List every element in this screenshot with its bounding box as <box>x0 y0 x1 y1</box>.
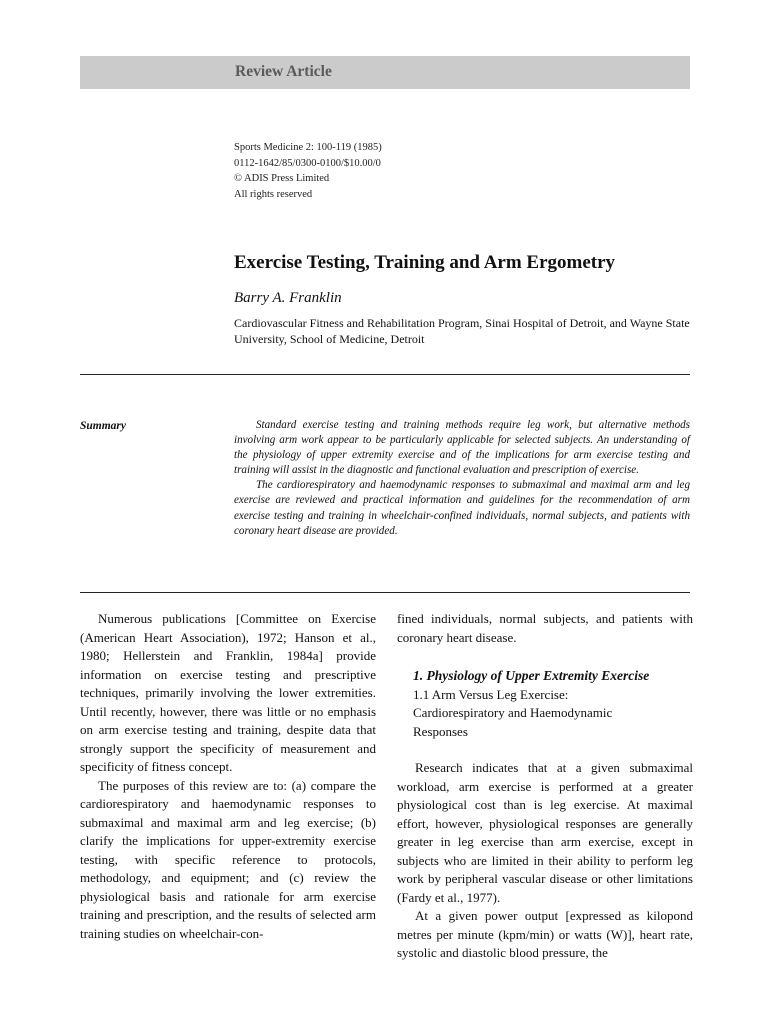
summary-abstract <box>234 418 690 539</box>
divider-rule <box>80 592 690 593</box>
subsection-line: 1.1 Arm Versus Leg Exercise: <box>413 686 569 702</box>
summary-label: Summary <box>80 420 127 432</box>
subsection-line: Cardiorespiratory and Haemodynamic <box>413 705 613 720</box>
journal-citation: Sports Medicine 2: 100-119 (1985) <box>234 142 382 153</box>
body-column-right <box>397 610 693 963</box>
journal-info <box>234 140 382 202</box>
divider-rule <box>80 374 690 375</box>
body-paragraph: The purposes of this review are to: (a) compare the cardiorespiratory and haemodynamic responses to submaximal and maximal arm and leg exercise; (b) clarify the implications for upper-extremity exercise testing, with specific reference to protocols, methodology, and equipment; and (c) review the physiological basis and rationale for arm exercise training and prescription, and the results of selected arm training studies on wheelchair-con- <box>80 777 376 941</box>
article-author: Barry A. Franklin <box>234 290 342 306</box>
body-column-left <box>80 610 376 943</box>
summary-paragraph: Standard exercise testing and training methods require leg work, but alternative methods involving arm work appear to be particularly applicable for selected subjects. An understanding of the physiology of upper extremity exercise and of the implications for arm exercise testing and training will assist in the diagnostic and functional evaluation and prescription of exercise. <box>234 419 690 477</box>
body-paragraph: fined individuals, normal subjects, and patients with coronary heart disease. <box>397 611 693 645</box>
article-type-banner <box>80 56 690 89</box>
body-paragraph: Numerous publications [Committee on Exercise (American Heart Association), 1972; Hanson et al., 1980; Hellerstein and Franklin, 1984a] provide information on exercise testing and prescriptive techniques, primarily involving the lower extremities. Until recently, however, there was little or no emphasis on arm exercise testing and training, despite data that strongly support the specificity of measurement and specificity of fitness concept. <box>80 611 376 774</box>
body-paragraph: At a given power output [expressed as kilopond metres per minute (kpm/min) or watts (W)], heart rate, systolic and diastolic blood pressure, the <box>397 908 693 960</box>
journal-copyright: © ADIS Press Limited <box>234 173 330 184</box>
subsection-line: Responses <box>413 723 468 739</box>
author-affiliation: Cardiovascular Fitness and Rehabilitation Program, Sinai Hospital of Detroit, and Wayne State University, School of Medicine, Detroit <box>234 316 690 346</box>
article-type-label: Review Article <box>235 63 332 80</box>
section-heading: 1. Physiology of Upper Extremity Exercise <box>413 668 650 683</box>
journal-issn: 0112-1642/85/0300-0100/$10.00/0 <box>234 157 381 169</box>
journal-rights: All rights reserved <box>234 188 313 200</box>
subsection-heading <box>413 686 693 742</box>
body-paragraph: Research indicates that at a given submaximal workload, arm exercise is performed at a greater physiological cost than is leg exercise. At maximal effort, however, physiological responses are generally greater in leg exercise than arm exercise, except in subjects who are limited in their ability to perform leg work by peripheral vascular disease or other limitations (Fardy et al., 1977). <box>397 760 693 905</box>
summary-paragraph: The cardiorespiratory and haemodynamic responses to submaximal and maximal arm and leg exercise are reviewed and practical information and guidelines for the recommendation of arm exercise testing and training in wheelchair-confined individuals, normal subjects, and patients with coronary heart disease are provided. <box>234 479 690 537</box>
article-title: Exercise Testing, Training and Arm Ergometry <box>234 252 616 273</box>
